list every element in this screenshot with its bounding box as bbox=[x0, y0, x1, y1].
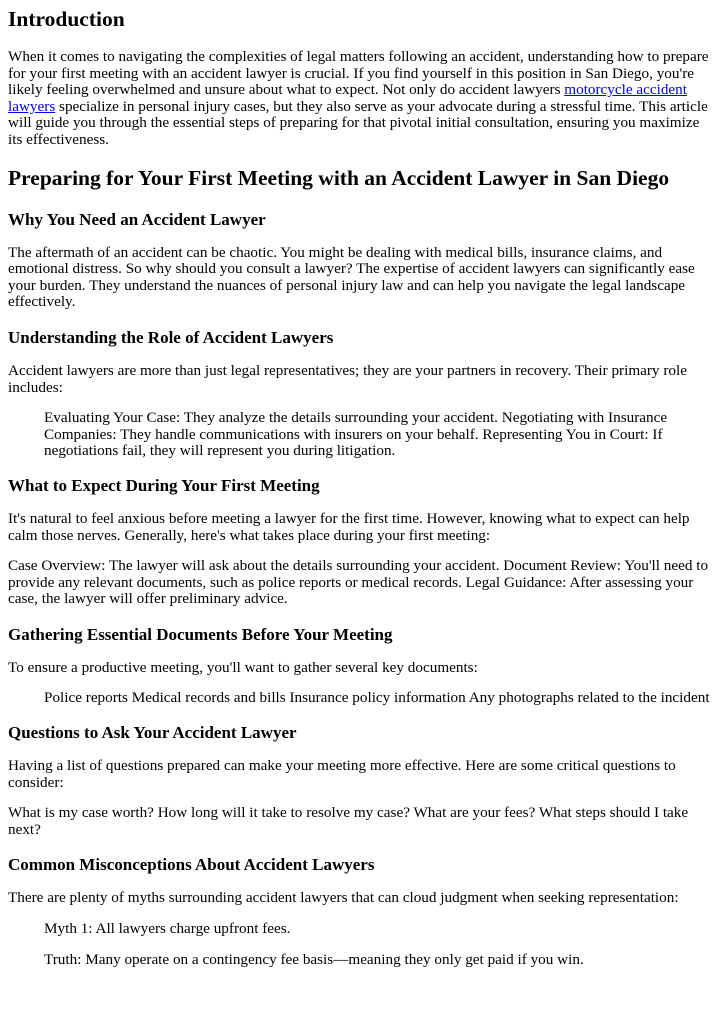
expect-paragraph-1: It's natural to feel anxious before meeting a lawyer for the first time. However, knowing what to expect can help calm those nerves. Generally, here's what takes place during your first meeting: bbox=[8, 509, 690, 544]
motorcycle-lawyers-link[interactable]: motorcycle accident lawyers bbox=[8, 81, 687, 115]
expect-heading: What to Expect During Your First Meeting bbox=[8, 475, 320, 495]
intro-text-after-link: specialize in personal injury cases, but they also serve as your advocate during a stressful time. This article will guide you through the essential steps of preparing for that pivotal initial consultation, ensuring you maximize its effectiveness. bbox=[8, 97, 708, 148]
questions-paragraph-2: What is my case worth? How long will it take to resolve my case? What are your fees? What steps should I take next? bbox=[8, 804, 689, 838]
questions-heading: Questions to Ask Your Accident Lawyer bbox=[8, 723, 297, 743]
myths-heading: Common Misconceptions About Accident Lawyers bbox=[8, 855, 375, 875]
intro-paragraph bbox=[8, 49, 712, 149]
documents-paragraph: To ensure a productive meeting, you'll want to gather several key documents: bbox=[8, 658, 478, 676]
myths-paragraph: There are plenty of myths surrounding accident lawyers that can cloud judgment when seeking representation: bbox=[8, 889, 679, 907]
why-paragraph: The aftermath of an accident can be chaotic. You might be dealing with medical bills, insurance claims, and emotional distress. So why should you consult a lawyer? The expertise of accident lawyers can significantly ease your burden. They understand the nuances of personal injury law and can help you navigate the legal landscape effectively. bbox=[8, 243, 695, 311]
myths-quote-2: Truth: Many operate on a contingency fee basis—meaning they only get paid if you win. bbox=[44, 950, 584, 968]
role-paragraph: Accident lawyers are more than just legal representatives; they are your partners in recovery. Their primary role includes: bbox=[8, 361, 687, 396]
main-heading: Preparing for Your First Meeting with an Accident Lawyer in San Diego bbox=[8, 165, 670, 190]
questions-paragraph-1: Having a list of questions prepared can make your meeting more effective. Here are some critical questions to consider: bbox=[8, 757, 676, 791]
role-heading: Understanding the Role of Accident Lawyers bbox=[8, 327, 334, 347]
intro-heading: Introduction bbox=[8, 7, 125, 31]
myths-quote-1: Myth 1: All lawyers charge upfront fees. bbox=[44, 920, 291, 938]
why-heading: Why You Need an Accident Lawyer bbox=[8, 209, 266, 229]
documents-quote: Police reports Medical records and bills Insurance policy information Any photographs related to the incident bbox=[44, 689, 710, 707]
intro-text-before-link: When it comes to navigating the complexities of legal matters following an accident, understanding how to prepare for your first meeting with an accident lawyer is crucial. If you find yourself in this position in San Diego, you're likely feeling overwhelmed and unsure about what to expect. Not only do accident lawyers bbox=[8, 48, 709, 99]
expect-paragraph-2: Case Overview: The lawyer will ask about the details surrounding your accident. Document Review: You'll need to provide any relevant documents, such as police reports or medical records. Legal Guidance: After assessing your case, the lawyer will offer preliminary advice. bbox=[8, 557, 709, 608]
documents-heading: Gathering Essential Documents Before Your Meeting bbox=[8, 624, 393, 644]
role-quote: Evaluating Your Case: They analyze the details surrounding your accident. Negotiating with Insurance Companies: They handle communications with insurers on your behalf. Representing You in Court: If negotiations fail, they will represent you during litigation. bbox=[44, 409, 668, 460]
